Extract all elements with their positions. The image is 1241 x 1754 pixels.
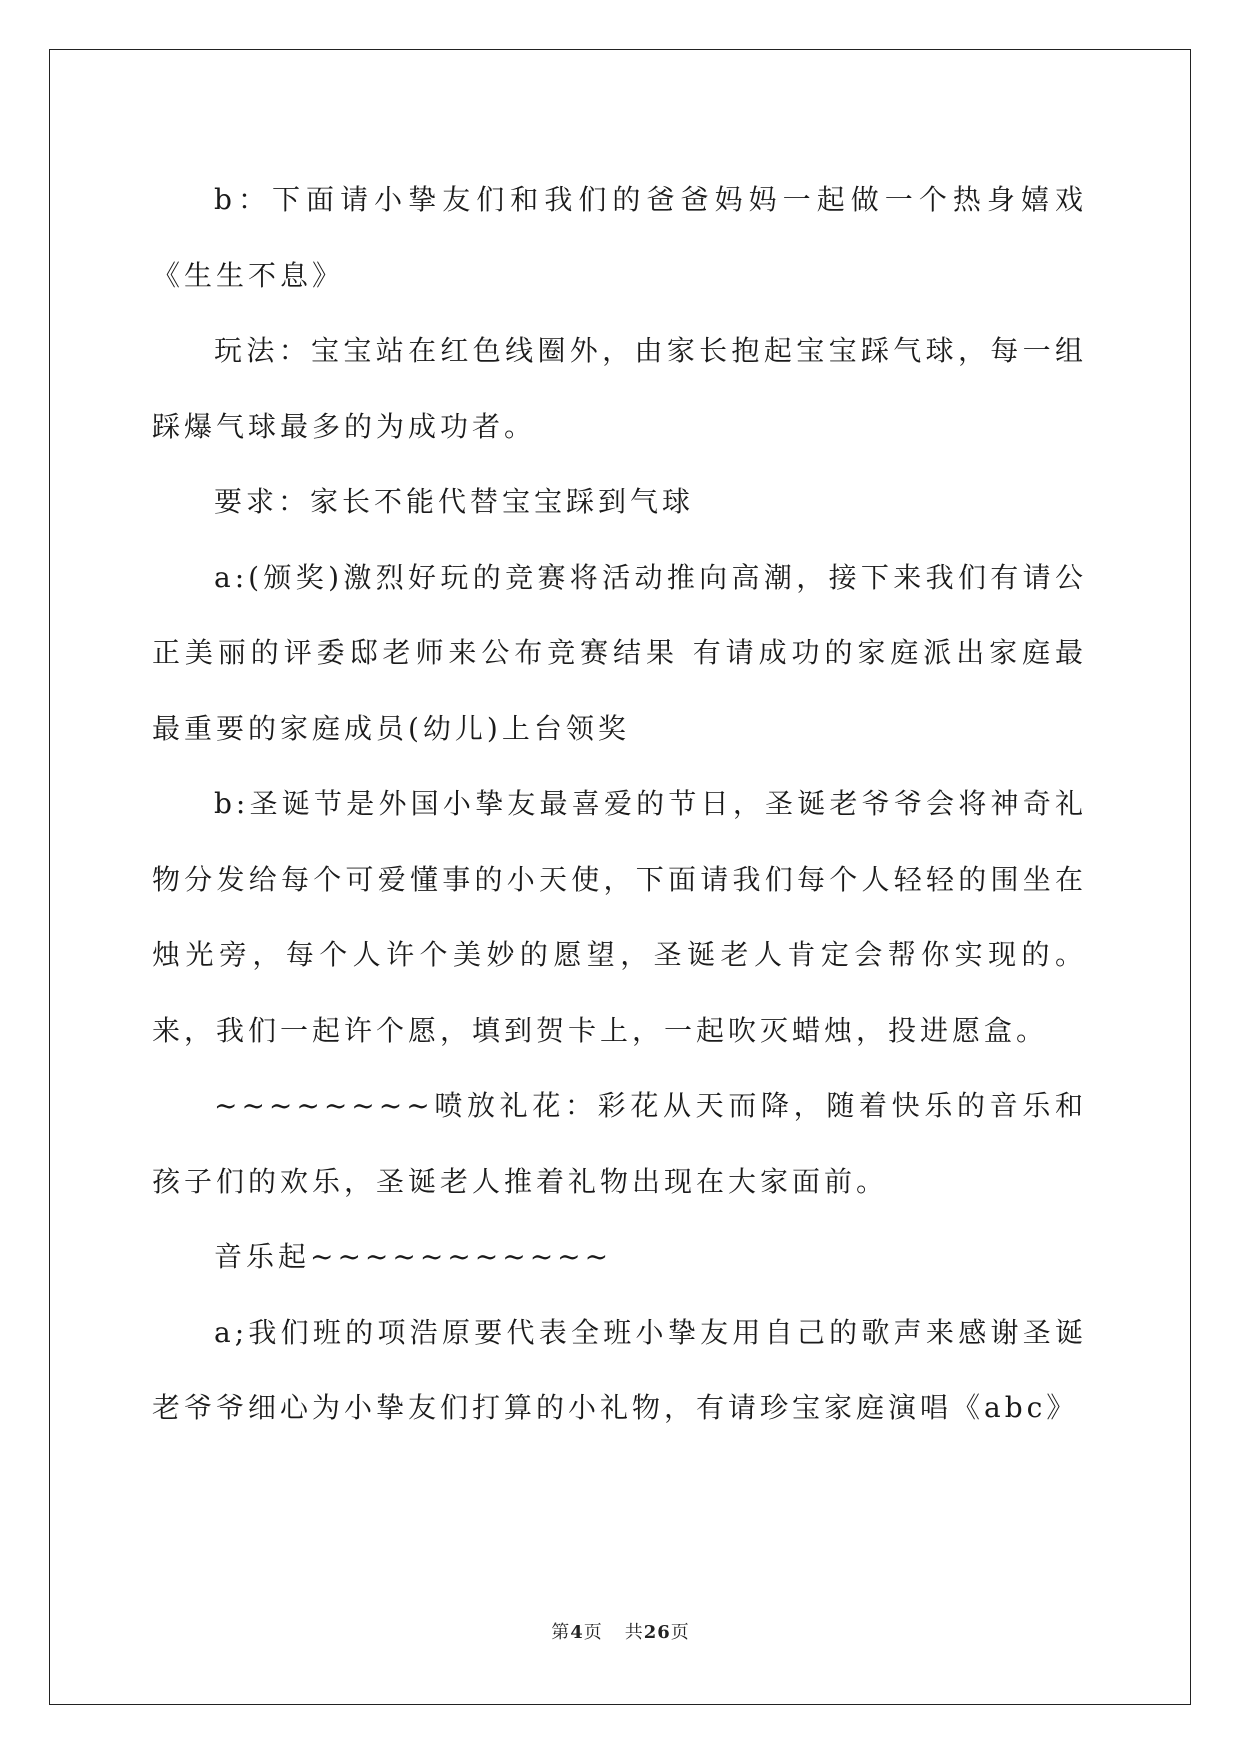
- page-footer: [0, 1618, 1241, 1644]
- page-number: 4: [570, 1622, 584, 1643]
- page-suffix: 页: [583, 1622, 603, 1643]
- total-suffix: 页: [670, 1622, 690, 1643]
- paragraph: b:圣诞节是外国小挚友最喜爱的节日，圣诞老爷爷会将神奇礼物分发给每个可爱懂事的小天使，下面请我们每个人轻轻的围坐在烛光旁，每个人许个美妙的愿望，圣诞老人肯定会帮你实现的。来，我们一起许个愿，填到贺卡上，一起吹灭蜡烛，投进愿盒。: [152, 787, 1087, 1047]
- paragraph: 要求：家长不能代替宝宝踩到气球: [214, 485, 695, 518]
- total-prefix: 共: [624, 1622, 644, 1643]
- total-pages: 26: [643, 1622, 671, 1643]
- paragraph: ~~~~~~~~喷放礼花：彩花从天而降，随着快乐的音乐和孩子们的欢乐，圣诞老人推着礼物出现在大家面前。: [152, 1089, 1087, 1198]
- paragraph: a;我们班的项浩原要代表全班小挚友用自己的歌声来感谢圣诞老爷爷细心为小挚友们打算的小礼物，有请珍宝家庭演唱《abc》: [152, 1315, 1087, 1424]
- paragraph: b：下面请小挚友们和我们的爸爸妈妈一起做一个热身嬉戏《生生不息》: [152, 183, 1087, 292]
- document-body: [152, 162, 1087, 1446]
- paragraph: 音乐起~~~~~~~~~~~: [214, 1240, 613, 1273]
- paragraph: a:(颁奖)激烈好玩的竞赛将活动推向高潮，接下来我们有请公正美丽的评委邸老师来公布竞赛结果 有请成功的家庭派出家庭最最重要的家庭成员(幼儿)上台领奖: [152, 560, 1087, 745]
- paragraph: 玩法：宝宝站在红色线圈外，由家长抱起宝宝踩气球，每一组踩爆气球最多的为成功者。: [152, 334, 1087, 443]
- page-prefix: 第: [551, 1622, 571, 1643]
